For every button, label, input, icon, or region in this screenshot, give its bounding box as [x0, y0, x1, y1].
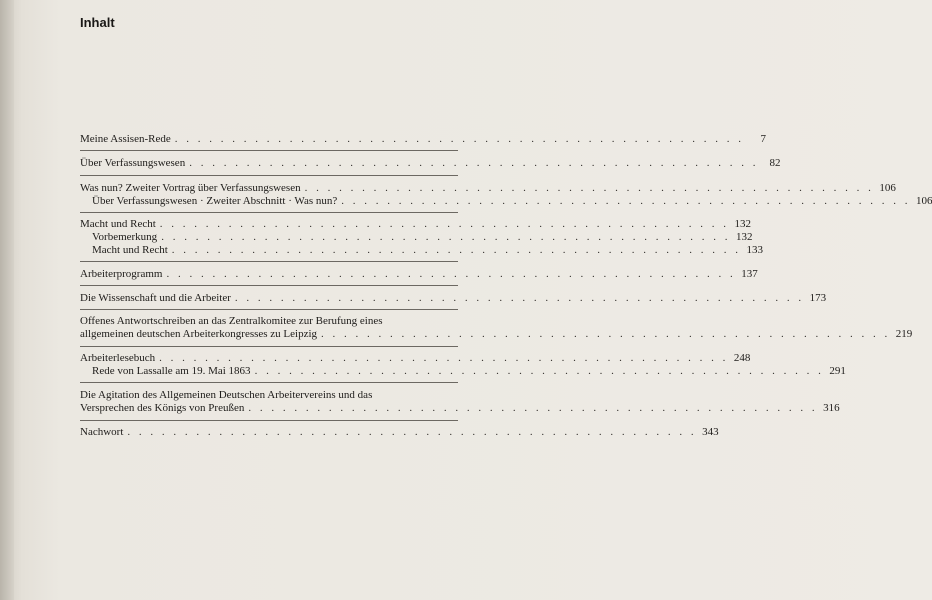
toc-entry-page: 316: [823, 402, 840, 414]
toc-entry-page: 291: [829, 365, 846, 377]
toc-entry-agitation[interactable]: [80, 401, 840, 415]
leader-dots: . . . . . . . . . . . . . . . . . . . . . . . . . . . . . . . . . . . . . . . . . . . . . . . . . .: [127, 426, 697, 438]
leader-dots: . . . . . . . . . . . . . . . . . . . . . . . . . . . . . . . . . . . . . . . . . . . . . . . . . .: [171, 244, 742, 256]
section-divider: [80, 261, 458, 262]
toc-entry-label: Arbeiterlesebuch: [80, 352, 156, 364]
toc-entry-wissenschaft[interactable]: [80, 291, 827, 305]
leader-dots: . . . . . . . . . . . . . . . . . . . . . . . . . . . . . . . . . . . . . . . . . . . . . . . . . .: [341, 195, 911, 207]
leader-dots: . . . . . . . . . . . . . . . . . . . . . . . . . . . . . . . . . . . . . . . . . . . . . . . . . .: [166, 268, 736, 280]
toc-entry-label: Versprechen des Königs von Preußen: [80, 402, 245, 414]
toc-entry-page: 7: [760, 133, 766, 145]
toc-entry-antwortschreiben[interactable]: [80, 327, 913, 341]
toc-entry-page: 219: [895, 328, 913, 340]
toc-entry-label-line1: Offenes Antwortschreiben an das Zentralkomitee zur Berufung eines: [80, 315, 383, 327]
toc-entry-label: Macht und Recht: [80, 218, 156, 230]
toc-entry-page: 343: [702, 426, 719, 438]
section-divider: [80, 309, 458, 310]
toc-entry-label: Was nun? Zweiter Vortrag über Verfassungswesen: [80, 182, 301, 194]
toc-entry-rede-lassalle[interactable]: [92, 364, 846, 378]
toc-entry-antwortschreiben-line1[interactable]: [80, 314, 458, 328]
toc-entry-vorbemerkung[interactable]: [92, 230, 753, 244]
toc-entry-label: allgemeinen deutschen Arbeiterkongresses zu Leipzig: [80, 328, 318, 340]
toc-entry-label: Nachwort: [80, 426, 124, 438]
toc-entry-label: Macht und Recht: [92, 244, 168, 256]
leader-dots: . . . . . . . . . . . . . . . . . . . . . . . . . . . . . . . . . . . . . . . . . . . . . . . . . .: [161, 231, 731, 243]
toc-entry-page: 106: [879, 182, 896, 194]
toc-entry-arbeiterprogramm[interactable]: [80, 267, 758, 281]
leader-dots: . . . . . . . . . . . . . . . . . . . . . . . . . . . . . . . . . . . . . . . . . . . . . . . . . .: [174, 133, 744, 145]
toc-entry-label: Die Wissenschaft und die Arbeiter: [80, 292, 231, 304]
toc-entry-label: Vorbemerkung: [92, 231, 158, 243]
toc-entry-verfassungswesen[interactable]: [80, 156, 781, 170]
leader-dots: . . . . . . . . . . . . . . . . . . . . . . . . . . . . . . . . . . . . . . . . . . . . . . . . . .: [254, 365, 824, 377]
section-divider: [80, 420, 458, 421]
toc-entry-page: 132: [734, 218, 752, 230]
section-divider: [80, 150, 458, 151]
leader-dots: . . . . . . . . . . . . . . . . . . . . . . . . . . . . . . . . . . . . . . . . . . . . . . . . . .: [159, 352, 729, 364]
toc-entry-label: Über Verfassungswesen: [80, 157, 186, 169]
toc-entry-zweiter-abschnitt[interactable]: [92, 194, 932, 208]
toc-entry-nachwort[interactable]: [80, 425, 719, 439]
leader-dots: . . . . . . . . . . . . . . . . . . . . . . . . . . . . . . . . . . . . . . . . . . . . . . . . . .: [189, 157, 759, 169]
toc-entry-label: Meine Assisen-Rede: [80, 133, 171, 145]
toc-entry-page: 137: [741, 268, 758, 280]
toc-entry-page: 106: [915, 195, 932, 207]
leader-dots: . . . . . . . . . . . . . . . . . . . . . . . . . . . . . . . . . . . . . . . . . . . . . . . . . .: [159, 218, 730, 230]
leader-dots: . . . . . . . . . . . . . . . . . . . . . . . . . . . . . . . . . . . . . . . . . . . . . . . . . .: [321, 328, 891, 340]
toc-entry-page: 132: [735, 231, 753, 243]
toc-entry-was-nun[interactable]: [80, 181, 896, 195]
toc-entry-page: 173: [809, 292, 827, 304]
toc-entry-macht-und-recht-sub[interactable]: [92, 243, 764, 257]
toc-entry-agitation-line1[interactable]: [80, 388, 458, 402]
leader-dots: . . . . . . . . . . . . . . . . . . . . . . . . . . . . . . . . . . . . . . . . . . . . . . . . . .: [234, 292, 805, 304]
toc-entry-assisen-rede[interactable]: [80, 132, 766, 146]
section-divider: [80, 285, 458, 286]
toc-entry-label-line1: Die Agitation des Allgemeinen Deutschen Arbeitervereins und das: [80, 389, 373, 401]
toc-entry-page: 82: [769, 157, 781, 169]
book-gutter: [0, 0, 14, 600]
toc-entry-label: Rede von Lassalle am 19. Mai 1863: [92, 365, 251, 377]
page-title: Inhalt: [80, 15, 115, 30]
leader-dots: . . . . . . . . . . . . . . . . . . . . . . . . . . . . . . . . . . . . . . . . . . . . . . . . . .: [248, 402, 818, 414]
toc-entry-label: Arbeiterprogramm: [80, 268, 163, 280]
toc-entry-arbeiterlesebuch[interactable]: [80, 351, 751, 365]
section-divider: [80, 212, 458, 213]
toc-entry-page: 133: [746, 244, 764, 256]
section-divider: [80, 382, 458, 383]
leader-dots: . . . . . . . . . . . . . . . . . . . . . . . . . . . . . . . . . . . . . . . . . . . . . . . . . .: [304, 182, 874, 194]
toc-entry-label: Über Verfassungswesen · Zweiter Abschnitt · Was nun?: [92, 195, 338, 207]
toc-entry-page: 248: [733, 352, 751, 364]
section-divider: [80, 346, 458, 347]
section-divider: [80, 175, 458, 176]
toc-entry-macht-und-recht[interactable]: [80, 217, 752, 231]
